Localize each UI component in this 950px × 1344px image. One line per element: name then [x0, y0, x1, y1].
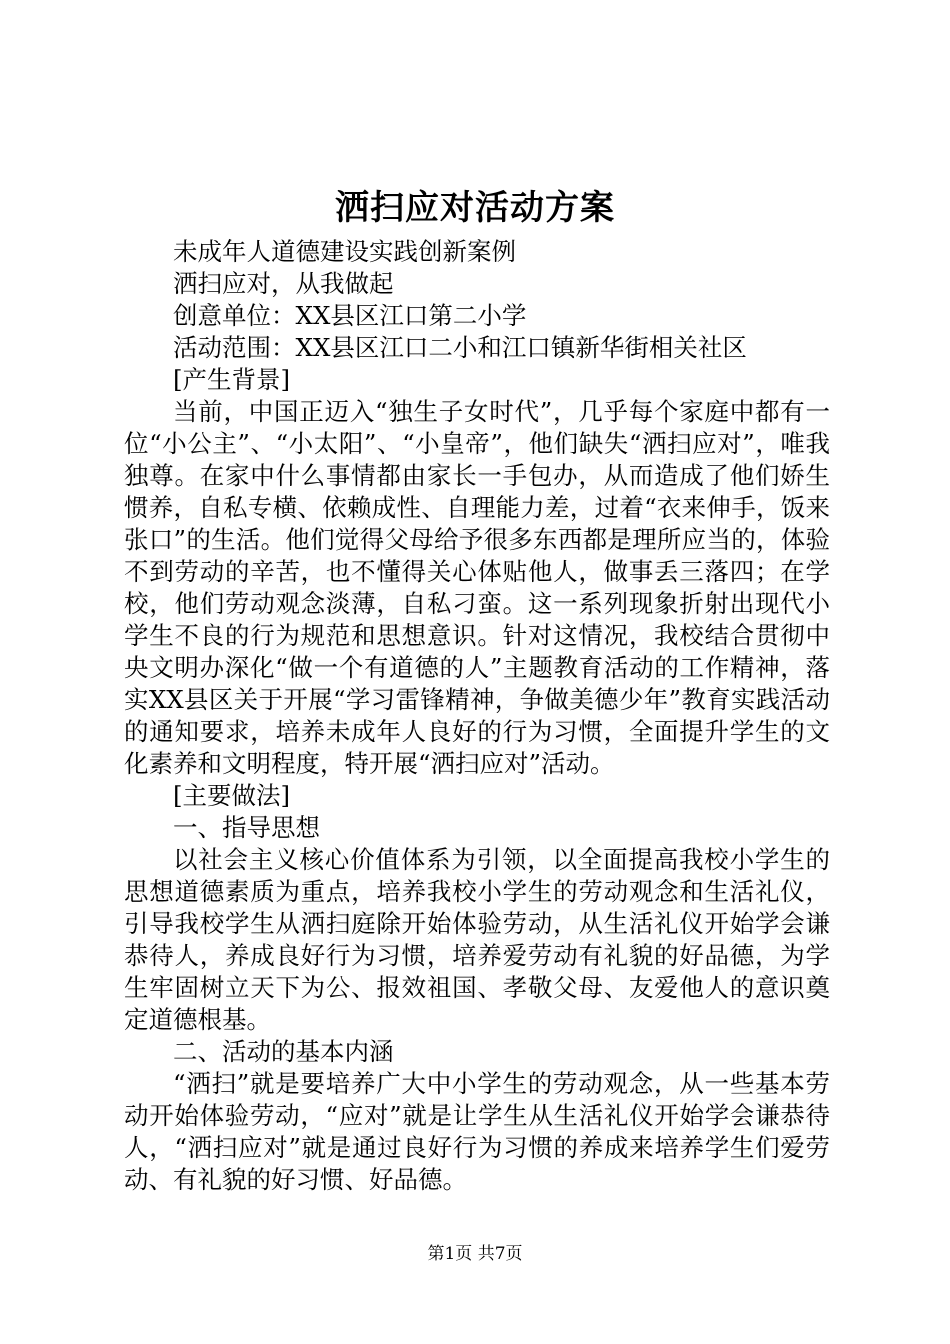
- guiding-thought-heading: 一、指导思想: [173, 813, 320, 842]
- guiding-thought-paragraph: 以社会主义核心价值体系为引领，以全面提高我校小学生的思想道德素质为重点，培养我校小学生的劳动观念和生活礼仪，引导我校学生从洒扫庭除开始体验劳动，从生活礼仪开始学会谦恭待人，养成良好行为习惯，培养爱劳动有礼貌的好品德，为学生牢固树立天下为公、报效祖国、孝敬父母、友爱他人的意识奠定道德根基。: [124, 845, 830, 1034]
- page-number-footer: 第1页 共7页: [427, 1244, 523, 1264]
- slogan-line: 洒扫应对，从我做起: [173, 269, 394, 298]
- document-title: 洒扫应对活动方案: [335, 188, 615, 228]
- basic-connotation-heading: 二、活动的基本内涵: [173, 1037, 394, 1066]
- creative-unit-line: 创意单位：XX县区江口第二小学: [173, 301, 527, 330]
- basic-connotation-paragraph: “洒扫”就是要培养广大中小学生的劳动观念，从一些基本劳动开始体验劳动，“应对”就是让学生从生活礼仪开始学会谦恭待人，“洒扫应对”就是通过良好行为习惯的养成来培养学生们爱劳动、有礼貌的好习惯、好品德。: [124, 1069, 830, 1194]
- activity-scope-line: 活动范围：XX县区江口二小和江口镇新华街相关社区: [173, 333, 747, 362]
- background-paragraph: 当前，中国正迈入“独生子女时代”，几乎每个家庭中都有一位“小公主”、“小太阳”、“小皇帝”，他们缺失“洒扫应对”，唯我独尊。在家中什么事情都由家长一手包办，从而造成了他们娇生惯养，自私专横、依赖成性、自理能力差，过着“衣来伸手，饭来张口”的生活。他们觉得父母给予很多东西都是理所应当的，体验不到劳动的辛苦，也不懂得关心体贴他人，做事丢三落四；在学校，他们劳动观念淡薄，自私刁蛮。这一系列现象折射出现代小学生不良的行为规范和思想意识。针对这情况，我校结合贯彻中央文明办深化“做一个有道德的人”主题教育活动的工作精神，落实XX县区关于开展“学习雷锋精神，争做美德少年”教育实践活动的通知要求，培养未成年人良好的行为习惯，全面提升学生的文化素养和文明程度，特开展“洒扫应对”活动。: [124, 397, 830, 778]
- document-body: [124, 236, 830, 1196]
- section-background-heading: [产生背景]: [173, 365, 291, 394]
- section-main-heading: [主要做法]: [173, 781, 291, 810]
- case-category-line: 未成年人道德建设实践创新案例: [173, 237, 516, 266]
